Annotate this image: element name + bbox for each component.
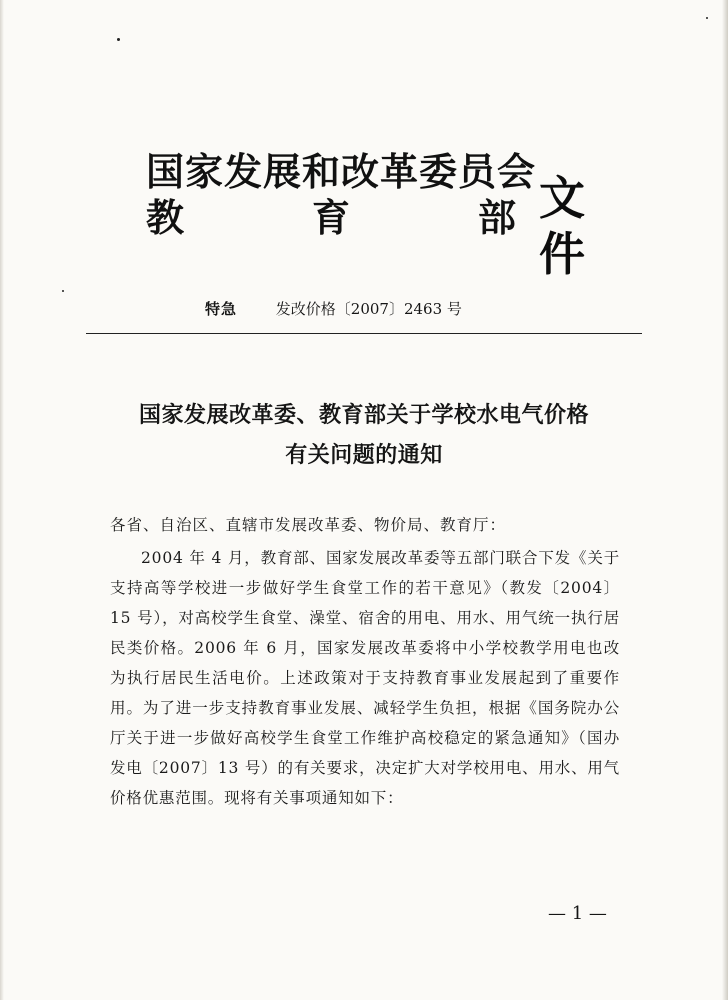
document-number-row [205,298,462,320]
issuer-line-2-char: 部 [477,196,516,240]
header-divider [86,333,642,334]
issuer-line-1: 国家发展和改革委员会 [146,150,537,194]
issuer-line-2 [146,196,516,240]
document-title-line-2: 有关问题的通知 [285,442,443,468]
body-paragraph: 2004 年 4 月，教育部、国家发展改革委等五部门联合下发《关于支持高等学校进一步做好学生食堂工作的若干意见》（教发〔2004〕15 号），对高校学生食堂、澡堂、宿舍的用电、用水、用气统一执行居民类价格。2006 年 6 月，国家发展改革委将中小学校教学用电也改为执行居民生活电价。上述政策对于支持教育事业发展起到了重要作用。为了进一步支持教育事业发展、减轻学生负担，根据《国务院办公厅关于进一步做好高校学生食堂工作维护高校稳定的紧急通知》（国办发电〔2007〕13 号）的有关要求，决定扩大对学校用电、用水、用气价格优惠范围。现将有关事项通知如下： [110,549,620,807]
scan-speck [62,290,64,292]
scan-speck [706,17,708,19]
issuing-authority-header [146,150,626,281]
document-type-label: 文件 [539,171,587,281]
scan-edge-right [722,0,728,1000]
scan-speck [117,38,120,41]
addressee: 各省、自治区、直辖市发展改革委、物价局、教育厅： [110,516,507,534]
document-number: 发改价格〔2007〕2463 号 [275,300,462,318]
urgency-label: 特急 [205,300,238,318]
page-number: — 1 — [548,903,607,924]
issuer-line-2-char: 教 [146,196,185,240]
issuer-line-2-char: 育 [311,196,350,240]
scan-edge-left [0,0,4,1000]
document-title-line-1: 国家发展改革委、教育部关于学校水电气价格 [138,402,589,428]
